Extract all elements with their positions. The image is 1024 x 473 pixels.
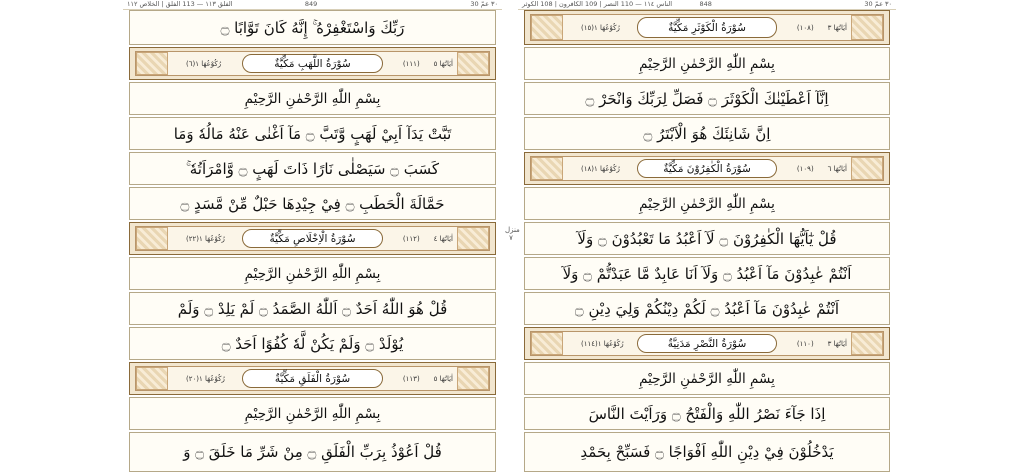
surah-title: سُوْرَةُ الْاِخْلَاصِ مَكِّيَّةٌ	[242, 229, 383, 248]
surah-header-frame	[530, 14, 884, 41]
verse-line	[129, 187, 496, 220]
surah-title: سُوْرَةُ الْكٰفِرُوْنَ مَكِّيَّةٌ	[637, 159, 778, 178]
surah-ayat-count-label: اٰيَاتُهَا ٦	[827, 164, 847, 173]
surah-ruku-label: رُكُوْعُهَا ١	[199, 374, 225, 383]
left-strip-surah-refs: الفلق ١١٣ — 113 الفلق | الخلاص ١١٢	[127, 0, 233, 8]
verse-text: رَبِّكَ وَاسْتَغْفِرْهُ ۚ إِنَّهُ كَانَ تَوَّابًا ۝	[220, 18, 405, 37]
basmala-line	[524, 47, 890, 80]
verse-line	[129, 152, 496, 185]
surah-ruku-count	[567, 15, 620, 40]
surah-ayat-count	[403, 367, 453, 390]
surah-revelation-order: (١٥)	[581, 23, 594, 32]
surah-header-banner	[524, 10, 890, 45]
ornament-corner-left	[136, 52, 168, 75]
verse-text: يُوْلَدْ ۝ وَلَمْ يَكُنْ لَّهٗ كُفُوًا اَحَدٌ ۝	[221, 334, 404, 353]
basmala-line	[524, 362, 890, 395]
verse-text: قُلْ اَعُوْذُ بِرَبِّ الْفَلَقِ ۝ مِنْ شَرِّ مَا خَلَقَ ۝ وَ	[183, 443, 442, 461]
surah-ruku-count	[172, 52, 221, 75]
surah-title: سُوْرَةُ الْفَلَقِ مَكِّيَّةٌ	[242, 369, 383, 388]
right-page	[518, 0, 896, 473]
ornament-corner-left	[531, 157, 563, 180]
surah-number: (١١١)	[402, 59, 420, 68]
verse-line	[524, 292, 890, 325]
ornament-corner-left	[136, 227, 168, 250]
ornament-corner-left	[531, 15, 563, 40]
surah-header-banner	[129, 222, 496, 255]
basmala-line	[524, 187, 890, 220]
verse-line	[129, 117, 496, 150]
left-strip-page-number: 849	[304, 0, 318, 8]
surah-header-frame	[135, 226, 490, 251]
right-strip-juz: ٣٠ عمّ 30	[864, 0, 892, 8]
surah-ruku-label: رُكُوْعُهَا ١	[195, 59, 222, 68]
surah-number: (١٠٨)	[796, 23, 814, 32]
surah-ruku-label: رُكُوْعُهَا ١	[597, 339, 624, 348]
surah-ayat-count	[403, 227, 453, 250]
right-strip-page-number: 848	[699, 0, 712, 8]
ornament-corner-left	[136, 367, 168, 390]
surah-ayat-count	[403, 52, 453, 75]
ornament-corner-right	[457, 227, 489, 250]
basmala-text: بِسْمِ اللّٰهِ الرَّحْمٰنِ الرَّحِيْمِ	[639, 55, 775, 72]
surah-ruku-label: رُكُوْعُهَا ١	[594, 164, 620, 173]
verse-line	[524, 82, 890, 115]
surah-header-frame	[530, 156, 884, 181]
basmala-line	[129, 257, 496, 290]
surah-header-frame	[135, 366, 490, 391]
verse-text: اِذَا جَآءَ نَصْرُ اللّٰهِ وَالْفَتْحُ ۝ وَرَاَيْتَ النَّاسَ	[588, 404, 826, 423]
ornament-corner-right	[851, 157, 883, 180]
surah-header-banner	[524, 152, 890, 185]
surah-ayat-count	[797, 157, 847, 180]
verse-line	[129, 327, 496, 360]
surah-revelation-order: (١١٤)	[581, 339, 598, 348]
ornament-corner-right	[851, 15, 883, 40]
basmala-line	[129, 397, 496, 430]
ornament-corner-right	[851, 332, 883, 355]
surah-header-banner	[129, 362, 496, 395]
left-strip-juz: ٣٠ عمّ 30	[470, 0, 498, 8]
surah-ayat-count-label: اٰيَاتُهَا ٣	[827, 23, 847, 32]
surah-number: (١٠٩)	[796, 164, 814, 173]
left-page-rows	[129, 10, 496, 473]
surah-title: سُوْرَةُ النَّصْرِ مَدَنِيَّةٌ	[637, 334, 778, 353]
verse-text: اِنَّآ اَعْطَيْنٰكَ الْكَوْثَرَ ۝ فَصَلِّ لِرَبِّكَ وَانْحَرْ ۝	[585, 89, 829, 108]
basmala-text: بِسْمِ اللّٰهِ الرَّحْمٰنِ الرَّحِيْمِ	[244, 265, 381, 282]
basmala-text: بِسْمِ اللّٰهِ الرَّحْمٰنِ الرَّحِيْمِ	[639, 195, 775, 212]
surah-ayat-count	[797, 15, 847, 40]
surah-ruku-label: رُكُوْعُهَا ١	[594, 23, 620, 32]
surah-ruku-count	[567, 157, 620, 180]
basmala-text: بِسْمِ اللّٰهِ الرَّحْمٰنِ الرَّحِيْمِ	[244, 90, 381, 107]
surah-ayat-count-label: اٰيَاتُهَا ٥	[433, 59, 453, 68]
surah-revelation-order: (١٨)	[581, 164, 594, 173]
surah-ruku-count	[172, 367, 225, 390]
surah-number: (١١٣)	[402, 374, 420, 383]
left-page	[123, 0, 502, 473]
surah-revelation-order: (٢٠)	[186, 374, 199, 383]
surah-revelation-order: (٦)	[186, 59, 196, 68]
verse-text: حَمَّالَةَ الْحَطَبِ ۝ فِيْ جِيْدِهَا حَبْلٌ مِّنْ مَّسَدٍ ۝	[180, 194, 445, 213]
surah-header-frame	[135, 51, 490, 76]
verse-line	[524, 117, 890, 150]
verse-text: اَنْتُمْ عٰبِدُوْنَ مَآ اَعْبُدُ ۝ وَلَآ اَنَا عَابِدٌ مَّا عَبَدْتُّمْ ۝ وَلَآ	[562, 264, 852, 283]
verse-text: قُلْ يٰٓاَيُّهَا الْكٰفِرُوْنَ ۝ لَآ اَعْبُدُ مَا تَعْبُدُوْنَ ۝ وَلَآ	[577, 229, 837, 248]
verse-text: اَنْتُمْ عٰبِدُوْنَ مَآ اَعْبُدُ ۝ لَكُمْ دِيْنُكُمْ وَلِيَ دِيْنِ ۝	[574, 299, 840, 318]
verse-line	[129, 432, 496, 472]
surah-ayat-count-label: اٰيَاتُهَا ٣	[827, 339, 847, 348]
verse-text: كَسَبَ ۝ سَيَصْلٰى نَارًا ذَاتَ لَهَبٍ ۝ وَّامْرَاَتُهٗ ۚ	[186, 159, 439, 178]
surah-ruku-count	[172, 227, 225, 250]
right-strip-surah-refs: الناس ١١٤ — 110 النصر | 109 الكافرون | 108 الكوثر	[522, 0, 673, 8]
surah-title: سُوْرَةُ الْكَوْثَرِ مَكِّيَّةٌ	[637, 17, 778, 38]
surah-header-banner	[129, 47, 496, 80]
verse-text: اِنَّ شَانِئَكَ هُوَ الْاَبْتَرُ ۝	[643, 124, 771, 143]
surah-number: (١١٢)	[402, 234, 420, 243]
verse-line	[524, 222, 890, 255]
surah-ayat-count	[797, 332, 847, 355]
surah-ayat-count-label: اٰيَاتُهَا ٤	[433, 234, 453, 243]
manzil-label: منزل ٧	[505, 226, 520, 242]
surah-number: (١١٠)	[796, 339, 814, 348]
surah-ruku-label: رُكُوْعُهَا ١	[199, 234, 225, 243]
ornament-corner-left	[531, 332, 563, 355]
ornament-corner-right	[457, 367, 489, 390]
verse-text: يَدْخُلُوْنَ فِيْ دِيْنِ اللّٰهِ اَفْوَاجًا ۝ فَسَبِّحْ بِحَمْدِ	[580, 443, 834, 461]
basmala-text: بِسْمِ اللّٰهِ الرَّحْمٰنِ الرَّحِيْمِ	[639, 370, 775, 387]
verse-text: قُلْ هُوَ اللّٰهُ اَحَدٌ ۝ اَللّٰهُ الصَّمَدُ ۝ لَمْ يَلِدْ ۝ وَلَمْ	[177, 299, 448, 318]
verse-line	[524, 397, 890, 430]
surah-ayat-count-label: اٰيَاتُهَا ٥	[433, 374, 453, 383]
verse-line	[524, 432, 890, 472]
right-page-rows	[524, 10, 890, 473]
verse-line	[129, 292, 496, 325]
surah-header-banner	[524, 327, 890, 360]
ornament-corner-right	[457, 52, 489, 75]
verse-text: تَبَّتْ يَدَآ اَبِيْ لَهَبٍ وَّتَبَّ ۝ مَآ اَغْنٰى عَنْهُ مَالُهٗ وَمَا	[173, 124, 452, 143]
surah-header-frame	[530, 331, 884, 356]
surah-ruku-count	[567, 332, 624, 355]
basmala-line	[129, 82, 496, 115]
basmala-text: بِسْمِ اللّٰهِ الرَّحْمٰنِ الرَّحِيْمِ	[244, 405, 381, 422]
surah-title: سُوْرَةُ اللَّهَبِ مَكِّيَّةٌ	[242, 54, 383, 73]
right-page-header-strip	[518, 0, 896, 10]
verse-line	[524, 257, 890, 290]
surah-revelation-order: (٢٢)	[186, 234, 199, 243]
left-page-header-strip	[123, 0, 502, 10]
verse-line	[129, 10, 496, 45]
